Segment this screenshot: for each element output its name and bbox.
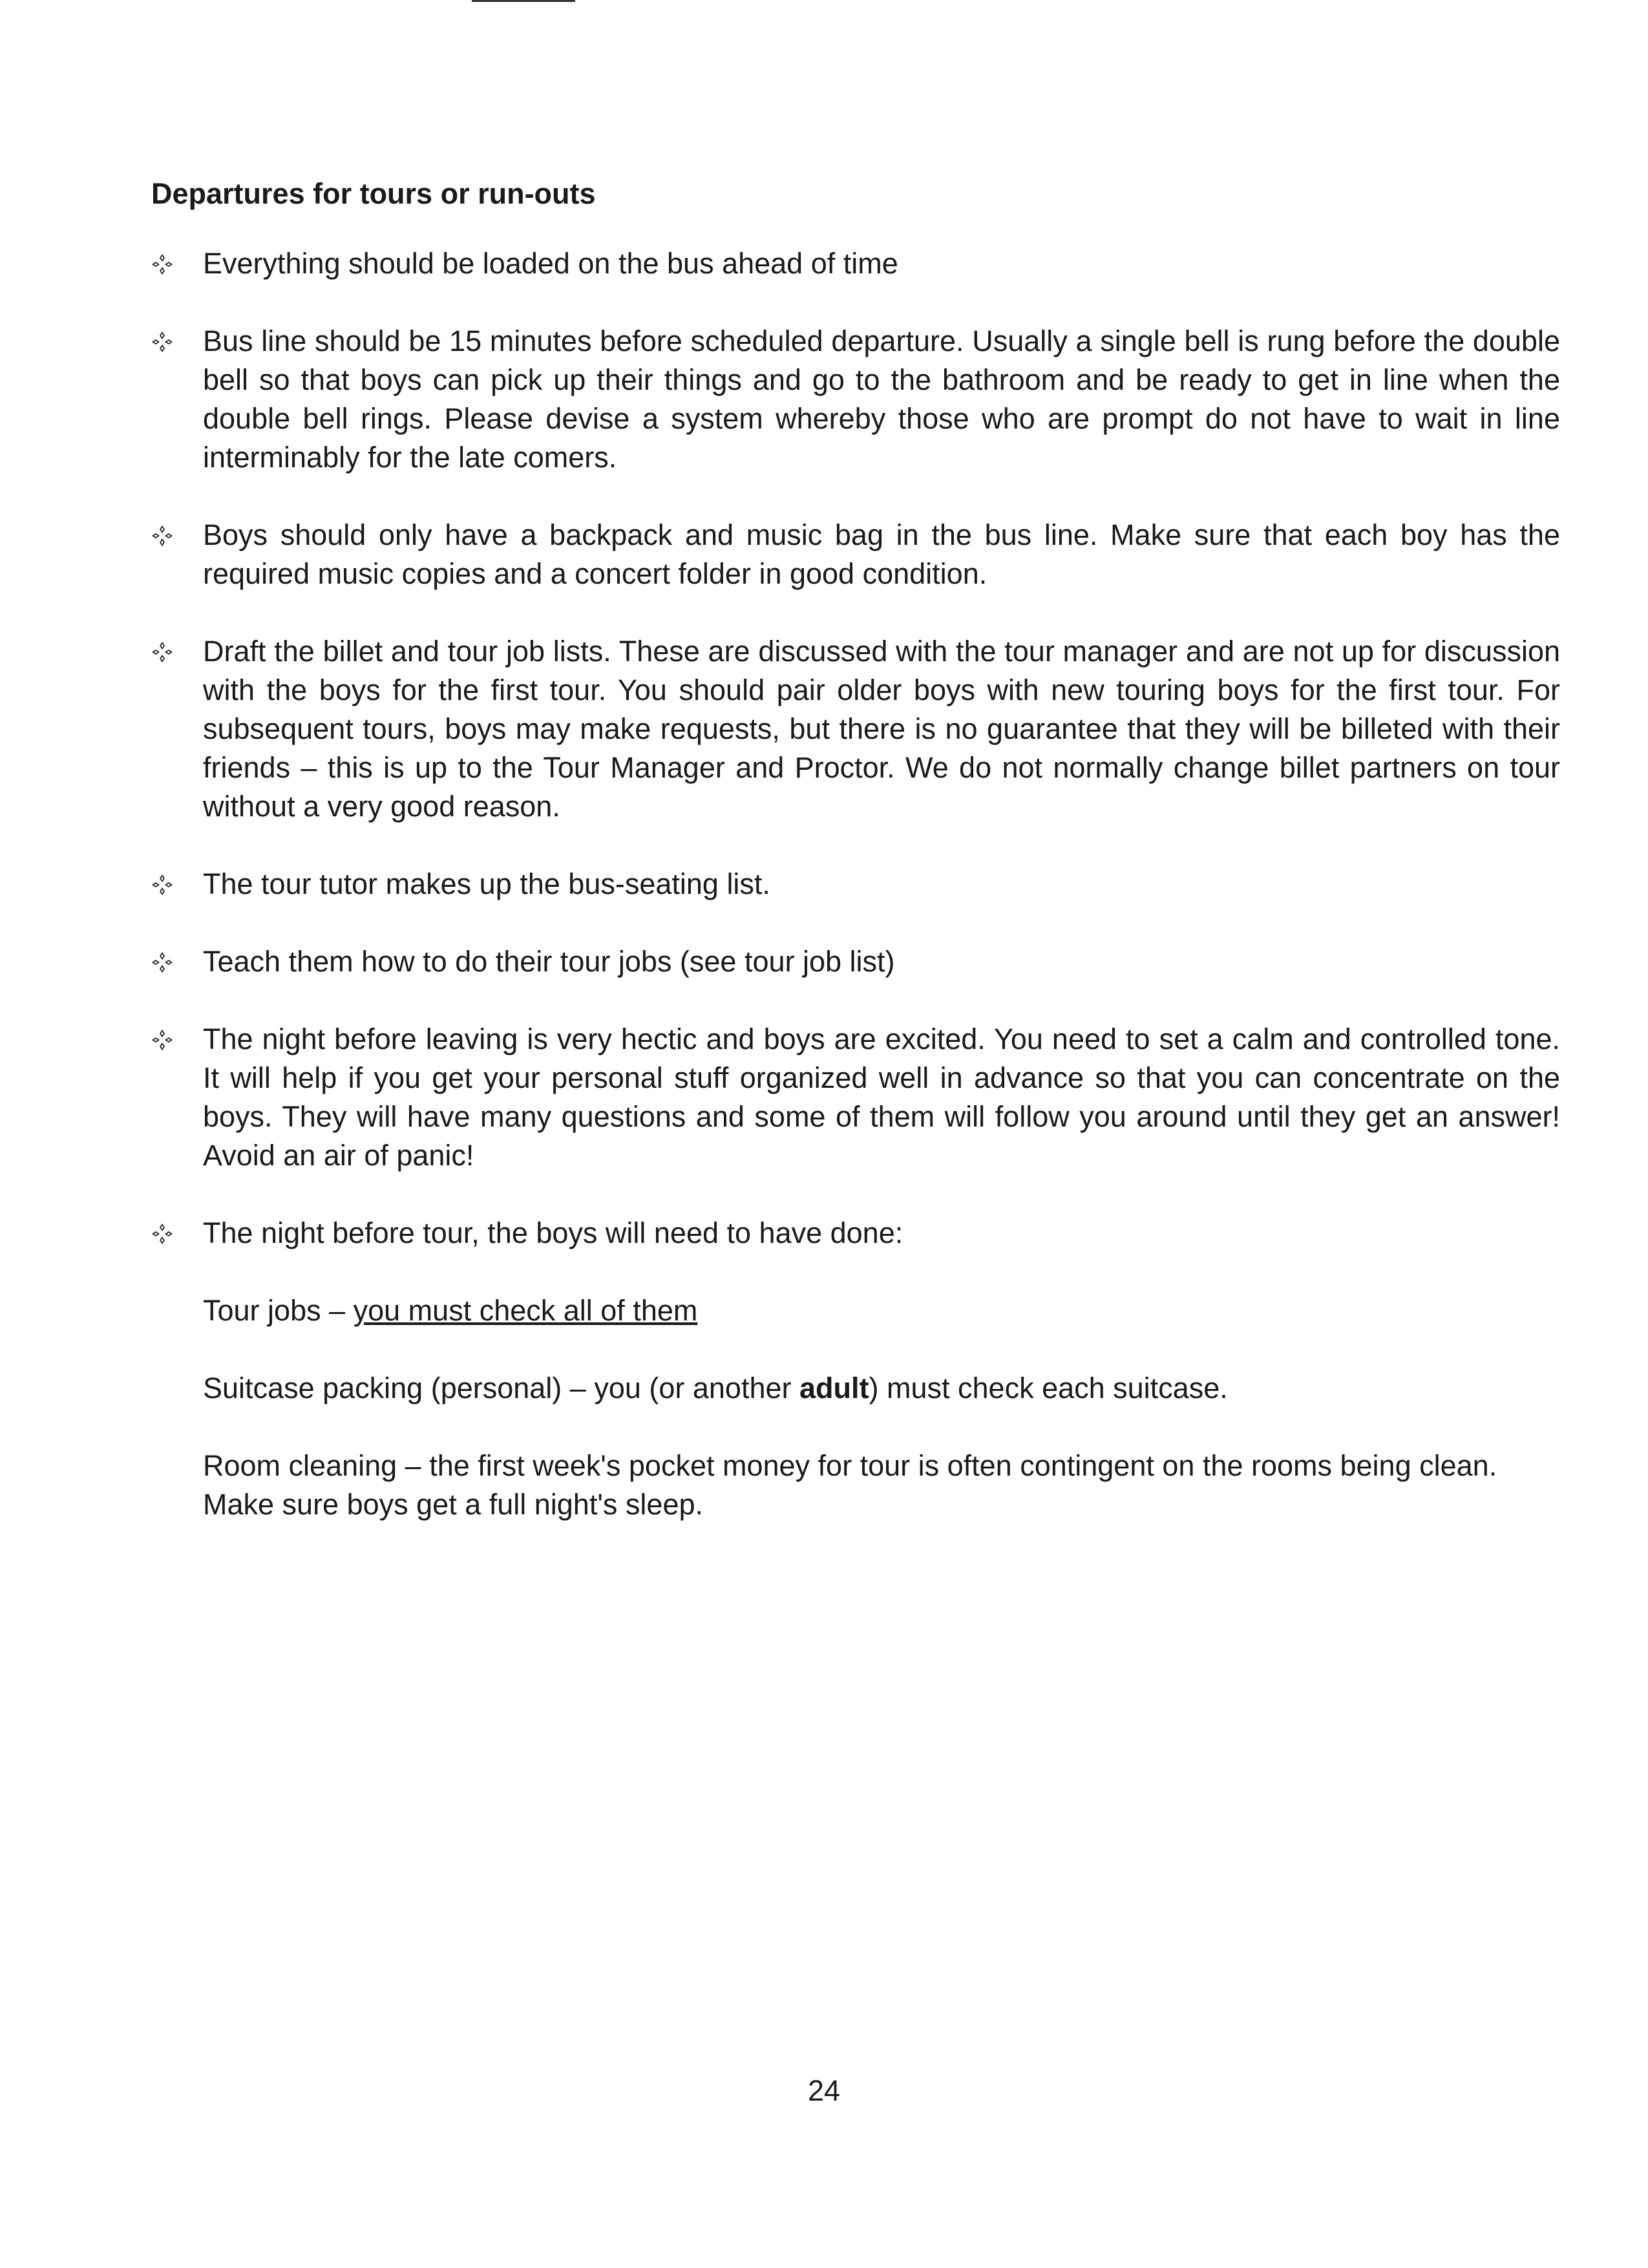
four-diamond-ornament-icon (151, 874, 173, 896)
four-diamond-ornament-icon (151, 951, 173, 973)
list-item-text: The night before leaving is very hectic and boys are excited. You need to set a calm and controlled tone. It will help if you get your personal stuff organized well in advance so that you can concentrate on the boys. They will have many questions and some of them will follow you around until they get an answer! Avoid an air of panic! (203, 1023, 1560, 1172)
bullet-list (151, 244, 1560, 1253)
four-diamond-ornament-icon (151, 641, 173, 663)
suitcase-text-start: Suitcase packing (personal) – you (or another (203, 1372, 800, 1404)
page-content (151, 175, 1560, 1563)
tour-jobs-note: you must check all of them (353, 1294, 698, 1327)
top-rule (472, 0, 575, 2)
list-item-text: The night before tour, the boys will need to have done: (203, 1216, 903, 1249)
list-item-text: The tour tutor makes up the bus-seating list. (203, 867, 770, 900)
list-item (151, 865, 1560, 904)
list-item-text: Boys should only have a backpack and music bag in the bus line. Make sure that each boy has the required music copies and a concert folder in good condition. (203, 518, 1560, 590)
page-number: 24 (807, 2074, 841, 2107)
list-item (151, 244, 1560, 283)
four-diamond-ornament-icon (151, 253, 173, 275)
list-item-text: Teach them how to do their tour jobs (see tour job list) (203, 945, 895, 978)
section-heading: Departures for tours or run-outs (151, 177, 596, 210)
four-diamond-ornament-icon (151, 331, 173, 353)
list-item (151, 516, 1560, 593)
list-item-text: Draft the billet and tour job lists. These are discussed with the tour manager and are not up for discussion with the boys for the first tour. You should pair older boys with new touring boys for the first tour. For subsequent tours, boys may make requests, but there is no guarantee that they will be billeted with their friends – this is up to the Tour Manager and Proctor. We do not normally change billet partners on tour without a very good reason. (203, 635, 1560, 823)
tour-jobs-paragraph (151, 1291, 1560, 1330)
list-item (151, 322, 1560, 477)
suitcase-text-end: ) must check each suitcase. (869, 1372, 1228, 1404)
four-diamond-ornament-icon (151, 525, 173, 547)
list-item (151, 942, 1560, 981)
list-item (151, 1020, 1560, 1175)
suitcase-emphasis: adult (799, 1372, 869, 1404)
room-cleaning-paragraph: Room cleaning – the first week's pocket money for tour is often contingent on the rooms being clean. Make sure boys get a full night's sleep. (203, 1449, 1497, 1521)
list-item-text: Bus line should be 15 minutes before scheduled departure. Usually a single bell is rung before the double bell so that boys can pick up their things and go to the bathroom and be ready to get in line when the double bell rings. Please devise a system whereby those who are prompt do not have to wait in line interminably for the late comers. (203, 324, 1560, 474)
four-diamond-ornament-icon (151, 1223, 173, 1245)
list-item-text: Everything should be loaded on the bus ahead of time (203, 247, 898, 280)
tour-jobs-label: Tour jobs – (203, 1294, 354, 1327)
list-item (151, 1214, 1560, 1253)
list-item (151, 632, 1560, 826)
suitcase-paragraph (151, 1369, 1560, 1408)
four-diamond-ornament-icon (151, 1029, 173, 1051)
